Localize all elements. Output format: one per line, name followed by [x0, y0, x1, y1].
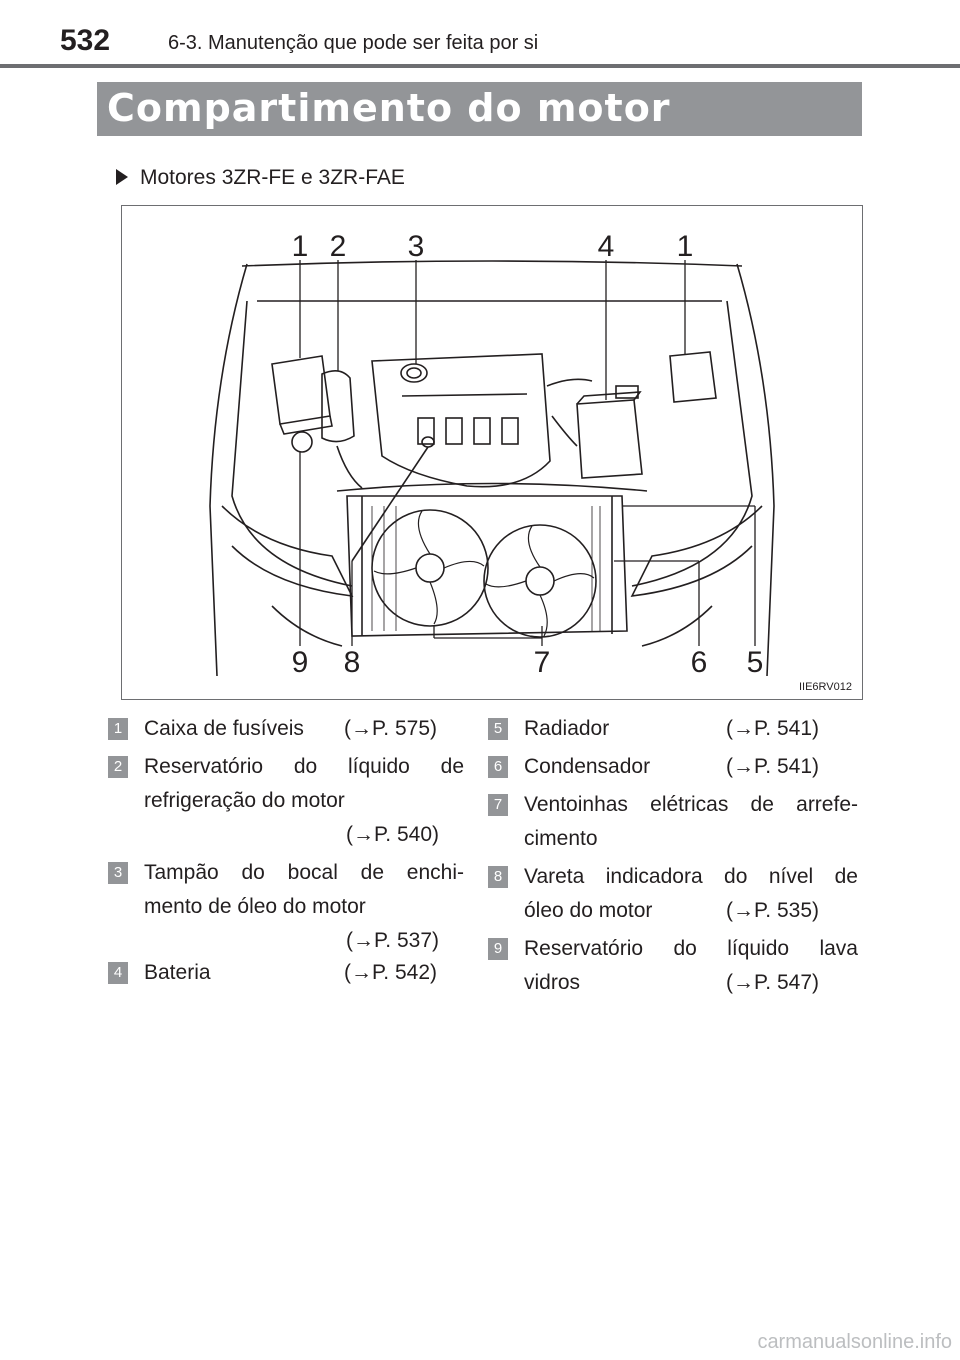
- legend-label-cont: cimento: [524, 827, 598, 850]
- legend-number: 3: [108, 862, 128, 884]
- legend-ref: (→P. 537): [346, 929, 439, 952]
- callout-top-2: 2: [329, 230, 347, 263]
- legend-ref: (→P. 541): [726, 755, 819, 778]
- legend-ref: (→P. 535): [726, 899, 819, 922]
- callout-bottom-8: 8: [343, 646, 361, 679]
- callout-top-3: 3: [407, 230, 425, 263]
- page-title: Compartimento do motor: [107, 86, 671, 130]
- legend-ref: (→P. 575): [344, 717, 437, 740]
- callout-top-4: 4: [597, 230, 615, 263]
- legend-number: 7: [488, 794, 508, 816]
- legend-ref: (→P. 542): [344, 961, 437, 984]
- legend-number: 1: [108, 718, 128, 740]
- engine-variant-label: Motores 3ZR-FE e 3ZR-FAE: [140, 166, 405, 189]
- callout-bottom-5: 5: [746, 646, 764, 679]
- engine-variant: [116, 166, 405, 190]
- legend-number: 4: [108, 962, 128, 984]
- engine-figure: [121, 205, 863, 700]
- legend-label: Caixa de fusíveis: [144, 717, 304, 740]
- watermark: carmanualsonline.info: [757, 1331, 952, 1353]
- callout-bottom-7: 7: [533, 646, 551, 679]
- legend-ref: (→P. 547): [726, 971, 819, 994]
- legend-number: 8: [488, 866, 508, 888]
- legend-label: Bateria: [144, 961, 211, 984]
- legend-ref: (→P. 540): [346, 823, 439, 846]
- legend-label-cont: vidros: [524, 971, 581, 994]
- legend-ref: (→P. 541): [726, 717, 819, 740]
- callout-top-5: 1: [676, 230, 694, 263]
- legend-label-cont: refrigeração do motor: [144, 789, 345, 812]
- legend: [108, 712, 860, 1012]
- legend-label: Ventoinhas elétricas de arrefe-: [524, 793, 858, 816]
- legend-label: Reservatório do líquido de: [144, 755, 464, 778]
- legend-label-cont: mento de óleo do motor: [144, 895, 366, 918]
- callout-top-1: 1: [291, 230, 309, 263]
- legend-label-cont: óleo do motor: [524, 899, 653, 922]
- header-rule: [0, 64, 960, 68]
- section-title: 6-3. Manutenção que pode ser feita por si: [168, 32, 539, 54]
- triangle-bullet-icon: [116, 169, 128, 185]
- page-number: 532: [60, 24, 111, 57]
- legend-number: 5: [488, 718, 508, 740]
- title-bar: [97, 82, 862, 136]
- page-header: [60, 22, 900, 62]
- legend-label: Radiador: [524, 717, 610, 740]
- legend-number: 9: [488, 938, 508, 960]
- legend-number: 6: [488, 756, 508, 778]
- legend-label: Tampão do bocal de enchi-: [144, 861, 464, 884]
- legend-label: Condensador: [524, 755, 651, 778]
- callout-bottom-9: 9: [291, 646, 309, 679]
- figure-code: IIE6RV012: [798, 681, 852, 693]
- callout-bottom-6: 6: [690, 646, 708, 679]
- legend-label: Vareta indicadora do nível de: [524, 865, 858, 888]
- callout-labels: [122, 206, 862, 699]
- legend-number: 2: [108, 756, 128, 778]
- legend-label: Reservatório do líquido lava: [524, 937, 858, 960]
